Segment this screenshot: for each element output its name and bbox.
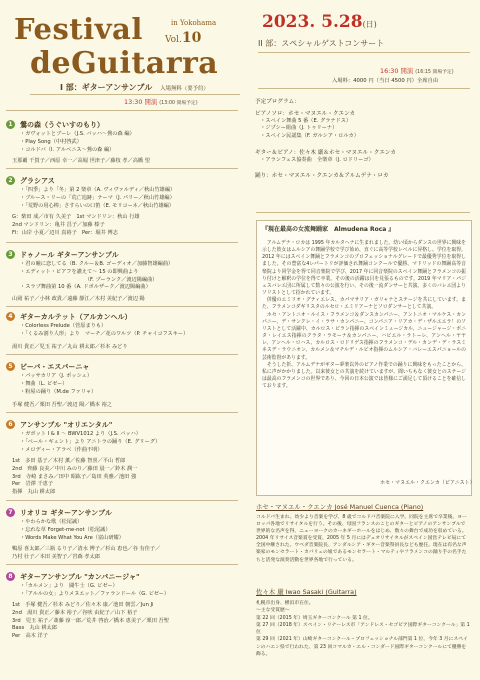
section-number-badge: 7	[6, 508, 15, 517]
piece-item: ・「ペール・ギュント」より アニトラの踊り（E. グリーグ）	[20, 438, 161, 445]
performer-list	[12, 158, 150, 166]
piece-item: ・パッサカリア（J. ポッシュ）	[20, 373, 93, 379]
performer-line: Bass 丸山 耕太郎	[12, 625, 57, 632]
event-date	[262, 10, 377, 35]
part2-open: 16:30 開演	[380, 67, 414, 75]
piece-item: ・Words Make What You Are（富山研耀）	[20, 534, 124, 541]
performer-line: 1st 多田 基子／木村 薫／佐藤 智喜／平山 哲郎	[12, 458, 126, 464]
part1-open: 13:30 開演	[124, 98, 158, 106]
divider	[6, 412, 238, 413]
piece-list	[20, 583, 169, 599]
performer-line: 鴨原 喜太郎／三瓶 るり子／清水 博子／杉山 恵也／谷 有佳子／	[12, 546, 161, 552]
feature-article-signature: ホセ・マヌエル・クエンカ（ピアニスト）	[380, 480, 475, 486]
piece-item: ・コルドバ（I. アルベニス～鶯の森 編）	[20, 146, 115, 153]
feature-article-body: アルムデナ・ロカは 1995 年カルタヘナに生まれました。幼い頃からダンスの世界に興味を示した彼女はムルシアの舞踊学校で学び始め、直ぐに高等学校レベルに昇格し、学位を取得。2012 年にはスペイン舞踊とフラメンコのプロフェッショナルグレードで最優秀学位を取得しました。その豊富な4レパートリが評価され舞踊コンクールで優勝、マドリッドの舞踊高等音楽院より同学金を得て同音楽院で学び、2017 年に同音楽院のスペイン舞踊とフラメンコの振り付けと解釈の学位を得て卒業。その後の活躍は目を見張るものです。2019 年マリア・パジェスバレエ団に所属して数々の公演を行い、その後一流ダンサーと共演、多くのバレエ団よりソリストとして招かれています。 併優のエミリオ・グティエレス、カパマサリア・ガリャナとステージを共にしています。また、フラメンコダギリスタのルセロ・エミリアーナとソロダンサーとして共演。 ホセ・アントニオ・ルイス・フラメンコ＆ダンスカンパニー、アントニオ・マルケス・カンパニー、デ・サンクレ・イ・ラサ・カンパニー、コンパニア・リアカ・デ・ザルエエラ！のソリストとして活躍中、カルロス・ビラン指揮のスペインミュージカル、ニュージャージ・ボニタ・レイエス指揮のクラタ・ラモーナ＆カンパニー、ハビエル・ラトーレ、アンヘル・ヤヤレ、アンヘル・ロハス、カルロス・ロドリゲス指揮のフラメンコ・デル・カンデ・デ・ラスミネスデ・ラウニオン、カルメン＆マチルデ・ルビオ指揮のムルシア・バレーエスパニョールの芸術監督があります。 そうした折、アルムデナがギター夢楽以外のピアノ作業での踊りに興味をもったことから、私に声がかかりました。以来彼女との共演を続けていますが、聞いちもなく彼女とのステージは最高のフラメンコの世界であり、今回の日本公演では皆様にご満足して頂けることを確信しております。	[262, 240, 466, 390]
performer-line: 指揮 丸山 耕太郎	[12, 489, 56, 496]
piece-list	[20, 187, 175, 210]
divider	[6, 242, 238, 243]
performer-line: 乃村 壮子／本田 美智子／宮森 孝太郎	[12, 553, 100, 560]
pianist-bio-heading: ホセ・マヌエル・クエンカ José Manuel Cuenca (Piano)	[256, 503, 424, 511]
performer-line: Per 高木 洋子	[12, 633, 48, 640]
piece-item: ・粉屋の踊り（M.de ファリャ）	[20, 388, 97, 395]
part1-open-time	[124, 98, 198, 108]
ensemble-name: ギターアンサンブル "カンパニージャ"	[20, 573, 140, 581]
in-yokohama-label: in Yokohama	[171, 19, 217, 27]
part1-open-note: (13:00 開場予定)	[159, 101, 198, 106]
piece-item: ・君の瞳に恋してる（B. クルー＆B. ゴーディオ／加藤智雄編曲）	[20, 261, 174, 267]
piece-item: ・「荒野の用心棒」さすらいの口笛（E. モリコーネ／秋山竹雄編）	[20, 202, 175, 209]
piece-item: ・エディット・ピアフを讃えて～ 15 の即興曲より	[20, 268, 139, 275]
part2-open-note: (16:15 開場予定)	[415, 70, 454, 75]
program-line: ピアノソロ：ホセ・マヌエル・クエンカ	[255, 110, 356, 117]
performer-line: 2nd 齊藤 良美／中川 みのり／藤田 晨一／鈴木 潤一	[12, 465, 138, 472]
performer-line: G：柴田 成／市有 久美子 1st マンドリン：秋山 行雄	[12, 214, 140, 220]
performer-list	[12, 602, 169, 641]
feature-article-title: 『現在最高の女流舞踊家 Almudena Roca 』	[262, 226, 395, 233]
piece-list	[20, 373, 96, 396]
pianist-bio-text: コルドバ生まれ。幼少より音楽を学び、8 歳でコルドバ音楽院に入学。同院を主席で卒業後、ヨーロッパ各地でリサイタルを行う。その後、母国フランスのことのギターとピアノのアンサンブルで世界的な名声を得、ニューヨークのカーネギーホールをはじめ、数々の舞台で成功を収めている。2004 年リサイス音楽賞を受賞、2005 年 5 月にはデュオリサイタルがスペイン国営テレビ局にて全国中継された。ウベダ音楽院長、アンダルシア・ギター音楽祭員長なども歴任。現在は有名な声楽家のモンセラート・カバリェの娘であるモンセラート・マルティやフラメンコの踊り手の名手たちと活発な演奏活動を世界各地で行っている。	[256, 515, 467, 563]
volume-label	[165, 28, 201, 48]
divider	[6, 354, 238, 355]
performer-list	[12, 344, 128, 352]
performer-line: 2nd 湯川 貴正／藤本 裕子／谷吠 由紀子／山下 裕子	[12, 609, 138, 616]
ensemble-name: ギターカルテット（アルカンヘル）	[20, 313, 132, 321]
performer-line: Per 岩澤 千恵子	[12, 481, 54, 488]
part2-title: II 部：スペシャルゲストコンサート	[258, 39, 385, 48]
divider	[6, 110, 238, 111]
piece-item: ・Colorless Prelude（菅原まりも）	[20, 323, 107, 329]
divider	[6, 500, 238, 501]
performer-list	[12, 546, 160, 562]
divider	[256, 212, 470, 213]
piece-item: ・「四季」より「冬」第 2 楽章（A. ヴィヴァルディ／秋山竹雄編）	[20, 187, 176, 193]
piece-item: ・舞曲（L. ピゼー）	[20, 380, 68, 387]
section-number-badge: 3	[6, 250, 15, 259]
part2-price: 入場料：4000 円（当日 4500 円）全席自由	[332, 78, 439, 84]
program-line	[255, 141, 470, 149]
section-number-badge: 1	[6, 120, 15, 129]
piece-item: ・ブルース・リーの「荒亡追跡」テーマ（J. パリー／秋山竹雄編）	[20, 194, 175, 201]
section-number-badge: 5	[6, 362, 15, 371]
piece-item: ・やわらかな歌（松尾誠）	[20, 519, 83, 525]
ensemble-name: ドゥノール ギターアンサンブル	[20, 251, 119, 259]
piece-item: ・「くるみ割り人形」より マーチ／花のワルツ（P. チャイコフスキー）	[20, 330, 189, 337]
vol-number: 10	[181, 30, 202, 46]
divider	[30, 94, 240, 95]
piece-item: ・Play Song（中村啓武）	[20, 138, 82, 145]
ensemble-name: アンサンブル "オリエンタル"	[20, 421, 113, 429]
program-line: ・スペイン舞曲 5 番（E. グラナドス）	[255, 117, 352, 124]
ensemble-name: リオリコ ギターアンサンブル	[20, 509, 112, 517]
piece-list	[20, 261, 173, 292]
performer-list	[12, 458, 137, 497]
piece-item: ・スラブ舞曲第 10 番（A. ドボルザーク／渡辺陽編曲）	[20, 284, 151, 291]
divider	[258, 52, 470, 53]
date-main: 2023. 5.28	[262, 12, 363, 32]
piece-list	[20, 323, 188, 339]
piece-item: （F. プーランク／渡辺陽編曲）	[20, 276, 158, 283]
performer-list	[12, 402, 112, 410]
divider	[6, 306, 238, 307]
performer-line: 2nd マンドリン：亀井 昌子／加藤 榛子	[12, 221, 105, 228]
piece-item: ・忘れな草 Forget-me-not（松尾誠）	[20, 526, 111, 533]
guitarist-bio-heading: 佐々木 嚴 Iwao Sasaki (Guitarra)	[256, 588, 357, 596]
piece-item: ・ガボット I & II ～ BWV1012 より（J.S. バッハ）	[20, 431, 141, 437]
performer-line: 3rd 寺崎 まさみ／田中 昭紘子／島田 英雅／池田 強	[12, 473, 137, 480]
ensemble-name: グラシアス	[20, 177, 55, 185]
guitarist-bio-text: 札幌市出身、横浜市在住。 〜主な受賞歴〜 第 22 回（2015 年）埼玉ギターコンクール 第 1 位。 第 27 回（2018 年）スペイン・リナーレス市「アンドレス・セゴビア国際ギターコンクール」第 1 位 第 29 回（2021 年）山崎ギターコンクール・プロフェッショナル部門第 1 位、今年 3 月にスペインのハエン県で行われた、第 23 回コマルカ・エル・コンダード国際ギターコンクールにて優勝を飾る。	[256, 601, 470, 657]
performer-line: 玉那覇 千賀子／西原 幸一／高堀 世津子／藤枝 孝／高橋 望	[12, 158, 150, 164]
program-line: ・ジプシー組曲（J. トゥリーナ）	[255, 125, 338, 132]
festival-title: Festival	[14, 12, 143, 46]
program-list	[255, 98, 470, 180]
performer-line: 湯川 貴正／児玉 祐子／丸山 耕太郎／杉本 みどり	[12, 344, 128, 350]
piece-item: ・「カルメン」より 闘牛士（G. ビゼー）	[20, 583, 118, 589]
program-heading: 予定プログラム：	[255, 99, 300, 105]
part1-title-note: 入場無料（要予約）	[160, 86, 209, 92]
piece-item: ・メロディー・アラベ（作曲不明）	[20, 446, 103, 453]
piece-item: ・「アルルの女」よりメヌエット／ファランドール（G. ビゼー）	[20, 590, 170, 597]
performer-line: 手塚 健吾／栗田 吾聖／渡辺 陽／橋本 裕之	[12, 402, 112, 408]
part1-title	[60, 82, 209, 94]
piece-list	[20, 431, 160, 454]
de-guitarra-title: deGuitarra	[30, 46, 219, 81]
part2-open-time	[380, 67, 454, 77]
program-line: ・アランフェス協奏曲 全楽章（J. ロドリーゴ）	[255, 156, 374, 163]
piece-list	[20, 131, 135, 154]
date-day: (日)	[362, 20, 377, 29]
section-number-badge: 4	[6, 312, 15, 321]
ensemble-name: ビーバ・エスパーニャ	[20, 363, 90, 371]
piece-list	[20, 519, 124, 542]
vol-prefix: Vol.	[165, 35, 182, 45]
section-number-badge: 6	[6, 420, 15, 429]
divider	[6, 168, 238, 169]
part1-title-main: I 部：ギターアンサンブル	[60, 83, 153, 92]
section-number-badge: 2	[6, 176, 15, 185]
program-line	[255, 164, 470, 172]
piece-item: ・ガヴォットとブーレ（J.S. バッハ～鶯の森 編）	[20, 131, 135, 137]
program-line: ギター＆ピアノ：佐々木 嚴＆ホセ・マヌエル・クエンカ	[255, 149, 397, 156]
performer-line: 1st 手塚 健吾／杉本 みどり／佐々木 康／池田 朝雲／Jun Ji	[12, 602, 154, 608]
performer-line: 3rd 児玉 祐子／斎藤 淳一郎／荒井 啓治／橋本 恵美子／栗田 吾聖	[12, 617, 169, 624]
performer-list	[12, 296, 145, 304]
ensemble-name: 鶯の森（うぐいすのもり）	[20, 121, 104, 129]
program-line: 踊り：ホセ・マヌエル・クエンカ＆アルムデナ・ロカ	[255, 173, 389, 180]
performer-list	[12, 214, 140, 237]
section-number-badge: 8	[6, 572, 15, 581]
performer-line: 山岡 祐子／小林 政貴／遠藤 靜江／木村 美紀子／渡辺 陽	[12, 296, 145, 302]
performer-line: Fl：山岸 小夏／辺川 真裕子 Per：堀井 博志	[12, 229, 118, 236]
program-line: ・スペイン民謡集（F. ガルシア・ロルカ）	[255, 133, 359, 140]
divider	[6, 564, 238, 565]
divider	[258, 88, 470, 89]
